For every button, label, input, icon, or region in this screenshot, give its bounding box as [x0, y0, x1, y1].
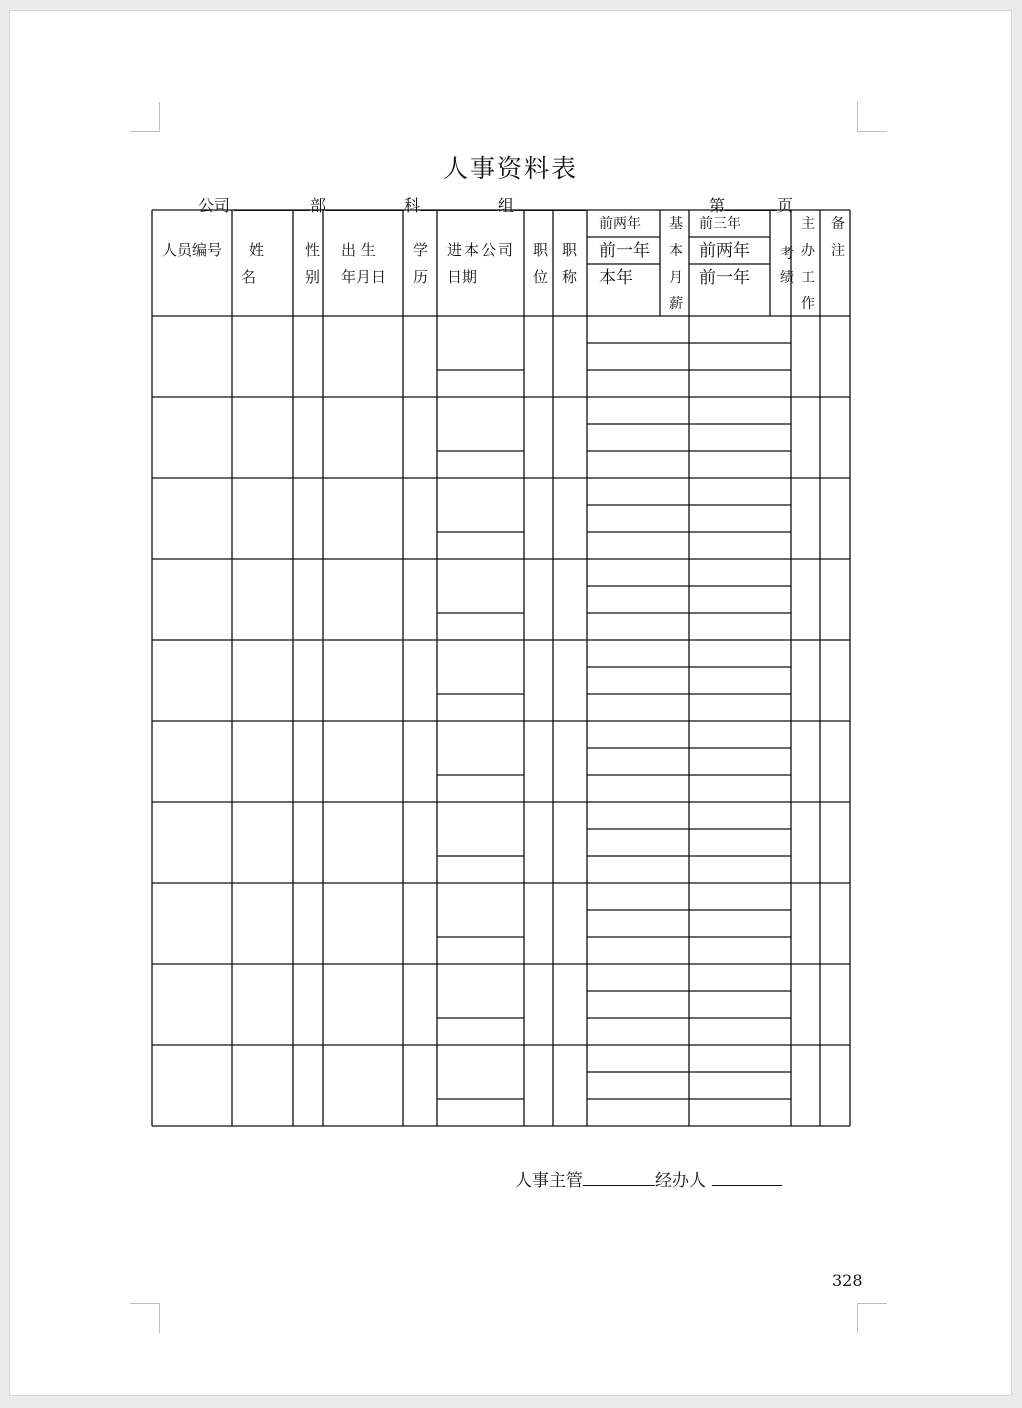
page-blank[interactable]	[725, 196, 777, 211]
page-title: 人事资料表	[442, 154, 578, 183]
header-section-label: 科	[404, 196, 421, 215]
col-name-2: 名	[241, 268, 257, 286]
header-page-prefix: 第	[709, 196, 726, 215]
personnel-table-grid	[10, 11, 1013, 1397]
header-company-label: 公司	[198, 196, 231, 215]
col-position-1: 职	[533, 241, 549, 259]
col-join-1: 进本公司	[447, 241, 516, 259]
crop-mark-bottom-right-h	[857, 1303, 887, 1304]
col-year-current: 本年	[599, 268, 633, 288]
handler-label: 经办人	[655, 1171, 706, 1191]
col-salary-4: 薪	[669, 296, 683, 312]
crop-mark-top-left-h	[130, 131, 160, 132]
col-year-one-before: 前一年	[599, 241, 650, 261]
col-edu-1: 学	[413, 241, 429, 259]
col-remark-2: 注	[831, 243, 845, 259]
col-rank-1: 职	[562, 241, 578, 259]
page-number: 328	[832, 1271, 863, 1290]
col-remark-1: 备	[831, 216, 845, 232]
col-join-2: 日期	[447, 268, 478, 286]
hr-manager-blank[interactable]	[583, 1171, 655, 1186]
crop-mark-top-right-h	[857, 131, 887, 132]
col-birth-1: 出 生	[341, 241, 376, 259]
handler-blank[interactable]	[712, 1171, 782, 1186]
col-edu-2: 历	[413, 268, 429, 286]
col-rank-2: 称	[562, 268, 578, 286]
col-birth-2: 年月日	[341, 268, 387, 286]
crop-mark-top-right	[857, 102, 858, 132]
col-emp-no: 人员编号	[162, 241, 223, 259]
col-review-1: 考	[780, 246, 794, 262]
col-position-2: 位	[533, 268, 549, 286]
col-year-two-before: 前两年	[599, 216, 641, 232]
signature-line	[515, 1166, 782, 1191]
col-name-1: 姓	[249, 241, 265, 259]
col-salary-2: 本	[669, 243, 683, 259]
header-department-label: 部	[310, 196, 327, 215]
col-gender-1: 性	[305, 241, 321, 259]
col-review-one-before: 前一年	[699, 268, 750, 288]
group-blank[interactable]	[514, 196, 586, 211]
col-duty-1: 主	[801, 216, 815, 232]
col-salary-1: 基	[669, 216, 683, 232]
crop-mark-bottom-right	[857, 1303, 858, 1333]
header-group-label: 组	[498, 196, 515, 215]
crop-mark-bottom-left-h	[130, 1303, 160, 1304]
header-line	[198, 196, 586, 216]
section-blank[interactable]	[420, 196, 498, 211]
company-blank[interactable]	[234, 196, 310, 211]
col-duty-3: 工	[801, 270, 815, 286]
col-salary-3: 月	[669, 270, 683, 286]
document-page	[9, 10, 1012, 1396]
col-review-two-before: 前两年	[699, 241, 750, 261]
col-duty-2: 办	[801, 243, 815, 259]
hr-manager-label: 人事主管	[515, 1171, 583, 1191]
col-review-three-before: 前三年	[699, 216, 741, 232]
col-duty-4: 作	[801, 296, 815, 312]
department-blank[interactable]	[326, 196, 404, 211]
col-gender-2: 别	[305, 268, 321, 286]
col-review-2: 绩	[780, 270, 794, 286]
crop-mark-top-left	[159, 102, 160, 132]
crop-mark-bottom-left	[159, 1303, 160, 1333]
header-page-suffix: 页	[777, 196, 794, 215]
